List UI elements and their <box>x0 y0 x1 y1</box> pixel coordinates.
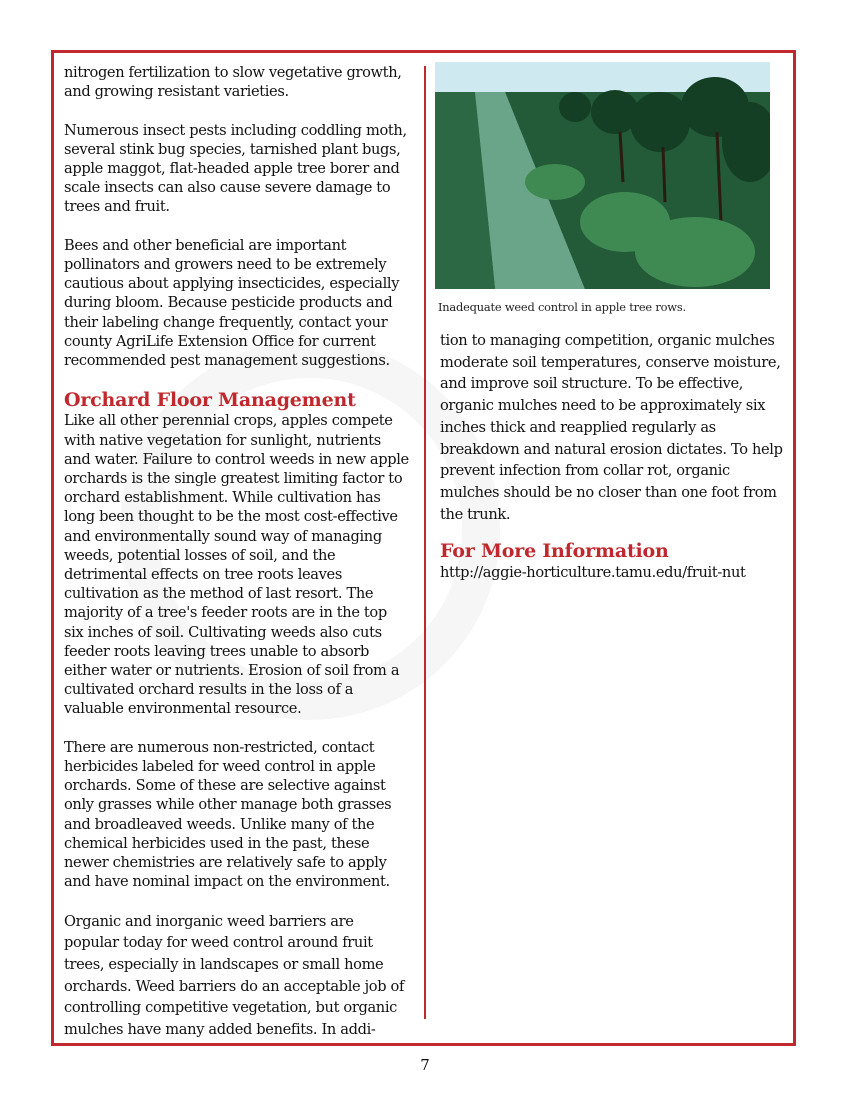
paragraph: Organic and inorganic weed barriers are popular today for weed control around fruit trees, especially in landscapes or small home orchards. Weed barriers do an acceptable job of controlling competitive vegetation, but organic mulches have many added benefits. In addi- <box>64 912 404 1039</box>
section-heading-orchard-floor: Orchard Floor Management <box>64 389 356 412</box>
paragraph: Like all other perennial crops, apples compete with native vegetation for sunlight, nutrients and water. Failure to control weeds in new apple orchards is the single greatest limiting factor to orchard establishment. While cultivation has long been thought to be the most cost-effective and environmentally sound way of managing weeds, potential losses of soil, and the detrimental effects on tree roots leaves cultivation as the method of last resort. The majority of a tree's feeder roots are in the top six inches of soil. Cultivating weeds also cuts feeder roots leaving trees unable to absorb either water or nutrients. Erosion of soil from a cultivated orchard results in the loss of a valuable environmental resource. <box>64 412 409 718</box>
paragraph: nitrogen fertilization to slow vegetative growth, and growing resistant varieties. <box>64 64 402 101</box>
paragraph: Bees and other beneficial are important pollinators and growers need to be extremely cautious about applying insecticides, especially during bloom. Because pesticide products and their labeling change frequently, contact your county AgriLife Extension Office for current recommended pest management suggestions. <box>64 236 400 370</box>
photo-caption: Inadequate weed control in apple tree rows. <box>438 300 686 314</box>
paragraph: Numerous insect pests including coddling moth, several stink bug species, tarnished plant bugs, apple maggot, flat-headed apple tree borer and scale insects can also cause severe damage to trees and fruit. <box>64 121 407 216</box>
paragraph: There are numerous non-restricted, contact herbicides labeled for weed control in apple orchards. Some of these are selective against only grasses while other manage both grasses and broadleaved weeds. Unlike many of the chemical herbicides used in the past, these newer chemistries are relatively safe to apply and have nominal impact on the environment. <box>64 738 392 891</box>
orchard-photo <box>435 62 770 289</box>
left-column <box>64 63 410 1060</box>
section-heading-more-info: For More Information <box>440 540 669 562</box>
more-info-section <box>440 540 785 583</box>
page-number: 7 <box>420 1056 430 1074</box>
right-column-text <box>440 330 785 525</box>
orchard-photo-illustration <box>435 62 770 289</box>
column-divider <box>424 66 426 1019</box>
paragraph: tion to managing competition, organic mulches moderate soil temperatures, conserve moisture, and improve soil structure. To be effective, organic mulches need to be approximately six inches thick and reapplied regularly as breakdown and natural erosion dictates. To help prevent infection from collar rot, organic mulches should be no closer than one foot from the trunk. <box>440 332 783 523</box>
info-link[interactable]: http://aggie-horticulture.tamu.edu/fruit-nut <box>440 564 746 581</box>
